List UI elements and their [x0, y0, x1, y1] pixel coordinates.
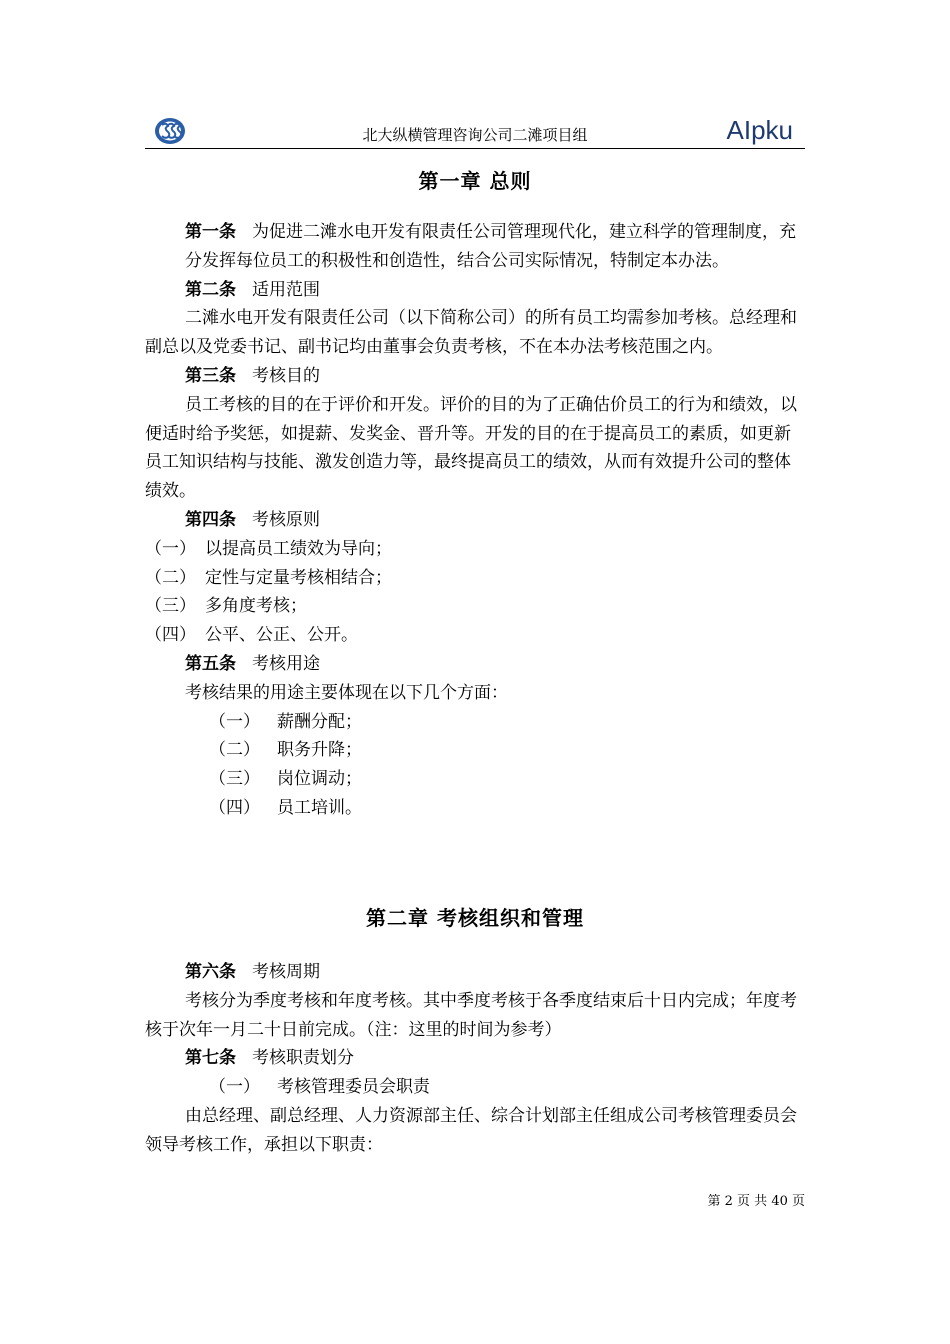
sub-heading: （一） 考核管理委员会职责: [209, 1077, 430, 1098]
list-item: （四） 员工培训。: [209, 797, 362, 818]
list-item: （二） 职务升降；: [209, 740, 362, 761]
article-5-text: 考核结果的用途主要体现在以下几个方面：: [185, 682, 508, 703]
list-item: （三） 多角度考核；: [145, 596, 307, 617]
chapter-2-body: [145, 958, 807, 1160]
article-2-text: 二滩水电开发有限责任公司（以下简称公司）的所有员工均需参加考核。总经理和副总以及党委书记、副书记均由董事会负责考核，不在本办法考核范围之内。: [145, 308, 797, 358]
article-1: 第一条 为促进二滩水电开发有限责任公司管理现代化，建立科学的管理制度，充分发挥每位员工的积极性和创造性，结合公司实际情况，特制定本办法。: [185, 222, 796, 271]
article-4-heading: 第四条 考核原则: [185, 509, 320, 530]
chapter-1-title: 第一章 总则: [418, 169, 532, 193]
list-item: （二） 定性与定量考核相结合；: [145, 567, 392, 588]
list-item: （四） 公平、公正、公开。: [145, 625, 358, 646]
header-title: 北大纵横管理咨询公司二滩项目组: [362, 126, 588, 144]
article-3-text: 员工考核的目的在于评价和开发。评价的目的为了正确估价员工的行为和绩效，以便适时给予奖惩，如提薪、发奖金、晋升等。开发的目的在于提高员工的素质，如更新员工知识结构与技能、激发创造力等，最终提高员工的绩效，从而有效提升公司的整体绩效。: [145, 394, 797, 502]
article-6-heading: 第六条 考核周期: [185, 962, 320, 982]
article-5-heading: 第五条 考核用途: [185, 653, 320, 674]
page-number: 第 2 页 共 40 页: [707, 1194, 805, 1209]
article-6-text: 考核分为季度考核和年度考核。其中季度考核于各季度结束后十日内完成；年度考核于次年一月二十日前完成。（注：这里的时间为参考）: [145, 990, 797, 1040]
article-7-heading: 第七条 考核职责划分: [185, 1048, 354, 1069]
aipku-logo: AIpku: [726, 115, 793, 145]
list-item: （三） 岗位调动；: [209, 769, 362, 790]
page-header: [145, 112, 805, 149]
chapter-2-title: 第二章 考核组织和管理: [366, 906, 584, 930]
list-item: （一） 薪酬分配；: [209, 711, 362, 732]
article-2-heading: 第二条 适用范围: [185, 279, 320, 300]
article-3-heading: 第三条 考核目的: [185, 365, 320, 386]
article-7-text: 由总经理、副总经理、人力资源部主任、综合计划部主任组成公司考核管理委员会领导考核工作，承担以下职责：: [145, 1105, 797, 1155]
list-item: （一） 以提高员工绩效为导向；: [145, 538, 392, 559]
chapter-1-body: [145, 218, 807, 823]
article-label: 第一条: [185, 222, 236, 242]
